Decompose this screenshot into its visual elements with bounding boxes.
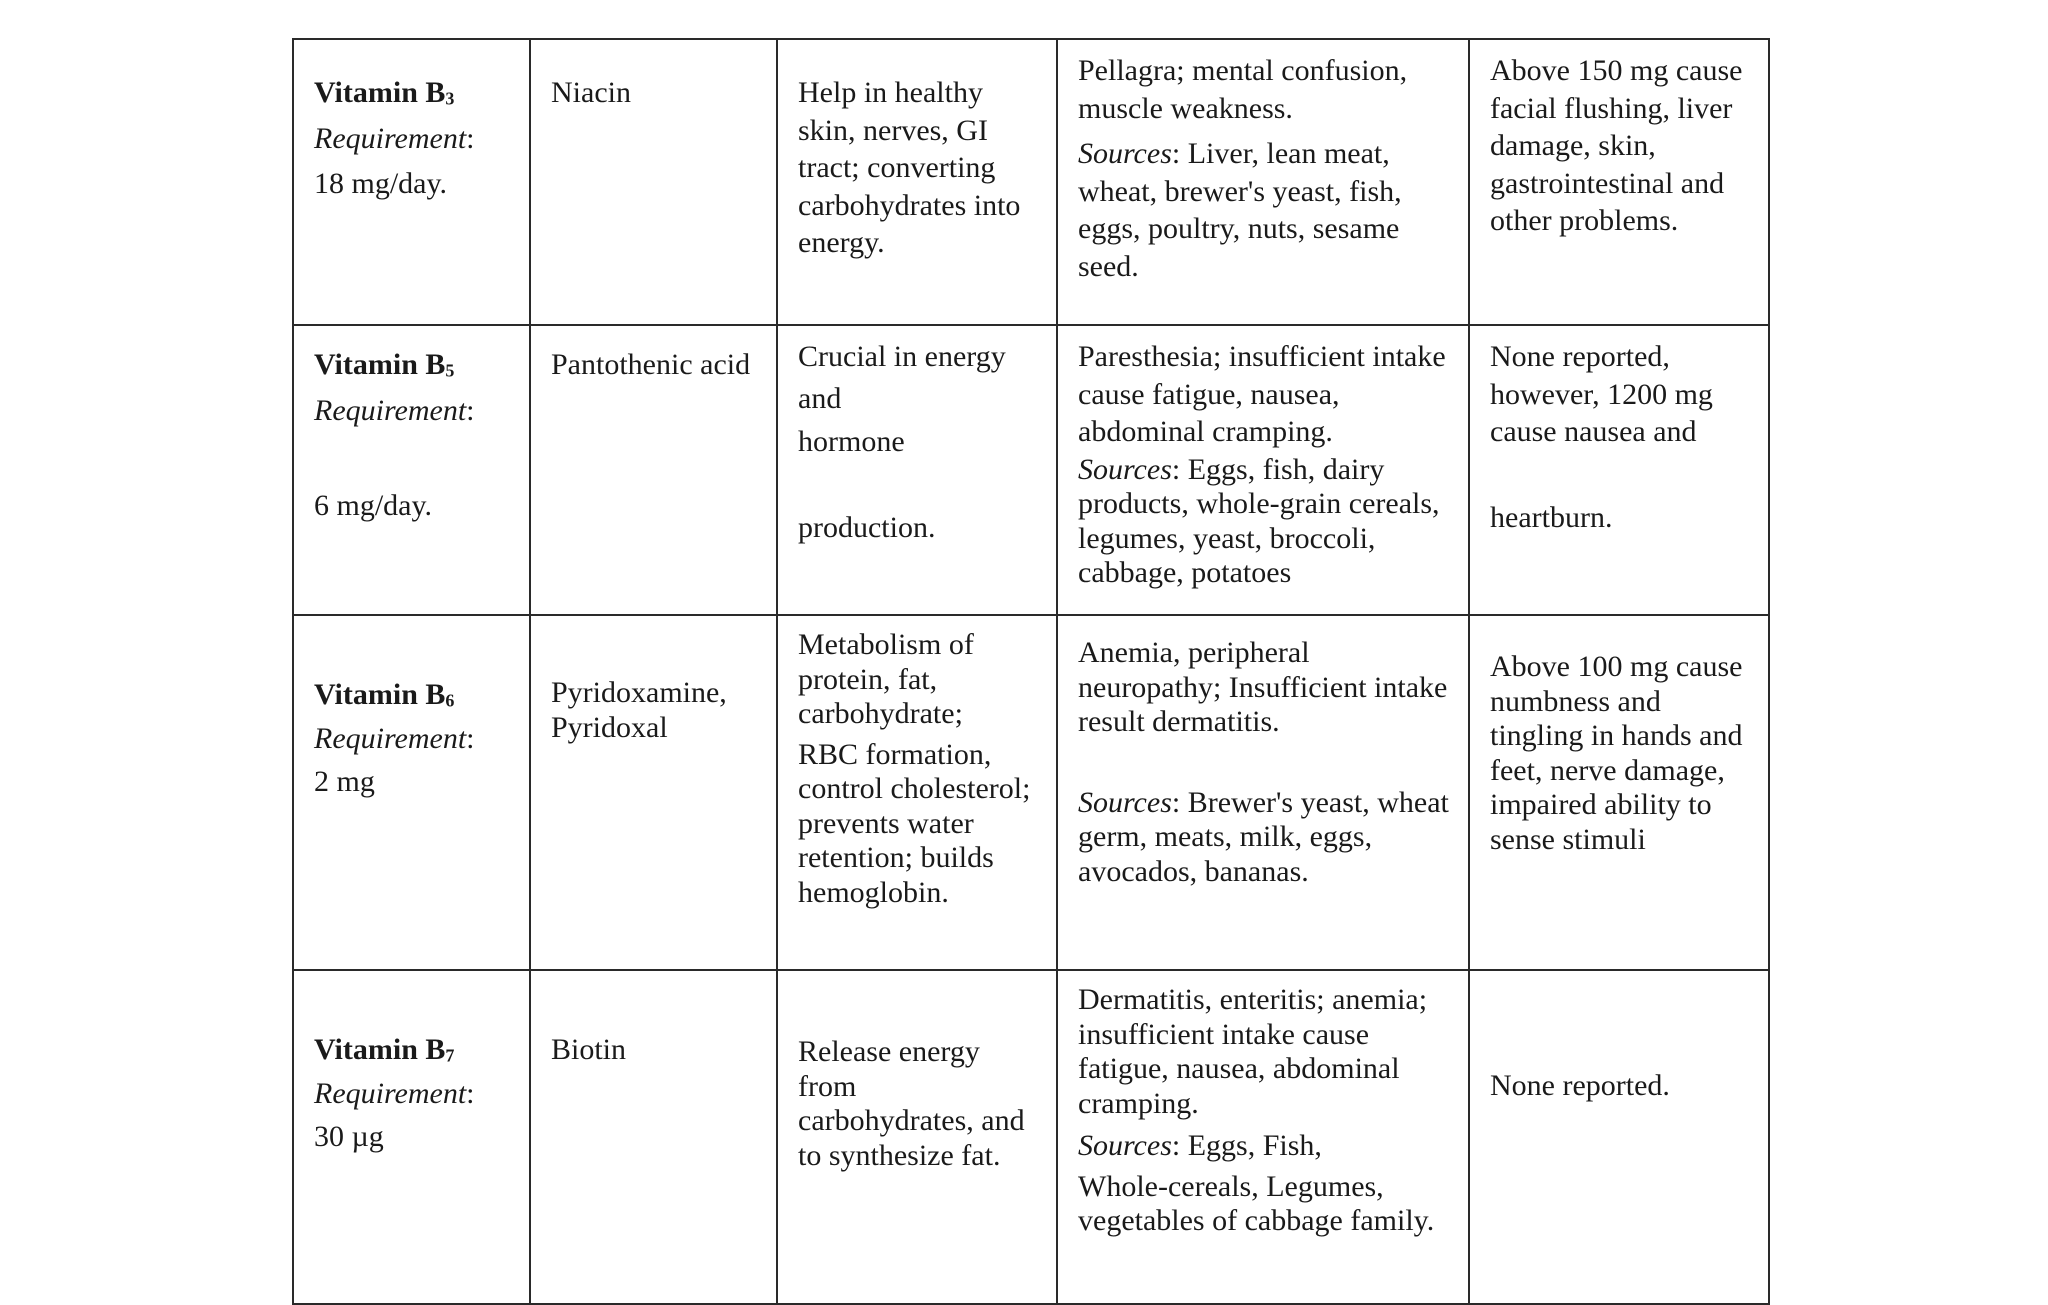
function-text-line: Crucial in energy — [798, 340, 1006, 373]
chemical-name-cell — [530, 39, 777, 325]
table-row — [293, 970, 1769, 1304]
deficiency-cell — [1057, 325, 1469, 615]
sources-text: Sources: Liver, lean meat, wheat, brewer's yeast, fish, eggs, poultry, nuts, sesame seed. — [1078, 137, 1402, 283]
requirement-value: 30 µg — [314, 1120, 384, 1153]
toxicity-cell — [1469, 970, 1769, 1304]
requirement-line: Requirement: — [314, 121, 475, 155]
toxicity-text: Above 100 mg cause numbness and tingling in hands and feet, nerve damage, impaired ability to sense stimuli — [1490, 650, 1743, 856]
chemical-name-cell — [530, 615, 777, 970]
vitamin-name: Vitamin $B_7$ — [314, 1033, 455, 1066]
deficiency-cell — [1057, 39, 1469, 325]
chemical-name-cell — [530, 970, 777, 1304]
toxicity-text: None reported. — [1490, 1069, 1670, 1102]
function-text-line: Metabolism of protein, fat, carbohydrate; — [798, 628, 974, 730]
chemical-name: Biotin — [551, 1033, 627, 1066]
function-cell — [777, 39, 1057, 325]
toxicity-text: None reported, however, 1200 mg cause nausea and — [1490, 340, 1713, 448]
toxicity-cell — [1469, 325, 1769, 615]
vitamin-cell — [293, 615, 530, 970]
table-row — [293, 325, 1769, 615]
function-text: Release energy from carbohydrates, and to synthesize fat. — [798, 1035, 1025, 1172]
function-text-line: production. — [798, 510, 936, 544]
vitamin-cell — [293, 39, 530, 325]
requirement-value: 18 mg/day. — [314, 167, 448, 200]
requirement-line: Requirement: — [314, 1076, 475, 1110]
function-cell — [777, 325, 1057, 615]
deficiency-cell — [1057, 970, 1469, 1304]
sources-text-line: Whole-cereals, Legumes, vegetables of cabbage family. — [1078, 1169, 1435, 1237]
chemical-name: Pantothenic acid — [551, 348, 751, 381]
function-text-line: and — [798, 381, 842, 415]
sources-text: Sources: Eggs, Fish, — [1078, 1129, 1322, 1162]
function-cell — [777, 970, 1057, 1304]
toxicity-cell — [1469, 615, 1769, 970]
function-text-line: hormone — [798, 425, 905, 458]
deficiency-cell — [1057, 615, 1469, 970]
vitamin-name: Vitamin $B_6$ — [314, 678, 455, 711]
requirement-line: Requirement: — [314, 393, 475, 427]
vitamin-cell — [293, 970, 530, 1304]
deficiency-text: Paresthesia; insufficient intake cause fatigue, nausea, abdominal cramping. — [1078, 340, 1446, 448]
vitamin-cell — [293, 325, 530, 615]
toxicity-cell — [1469, 39, 1769, 325]
toxicity-text: Above 150 mg cause facial flushing, liver damage, skin, gastrointestinal and other problems. — [1490, 54, 1743, 237]
deficiency-text: Anemia, peripheral neuropathy; Insufficient intake result dermatitis. — [1078, 636, 1448, 738]
vitamin-name: Vitamin $B_5$ — [314, 348, 455, 381]
vitamin-name: Vitamin $B_3$ — [314, 76, 455, 109]
function-cell — [777, 615, 1057, 970]
function-text-line: RBC formation, control cholesterol; prevents water retention; builds hemoglobin. — [798, 737, 1031, 909]
toxicity-text-line: heartburn. — [1490, 500, 1613, 534]
table-row — [293, 39, 1769, 325]
sources-text: Sources: Eggs, fish, dairy products, whole-grain cereals, legumes, yeast, broccoli, cabbage, potatoes — [1078, 452, 1440, 589]
chemical-name-cell — [530, 325, 777, 615]
requirement-value: 2 mg — [314, 765, 375, 798]
requirement-line: Requirement: — [314, 721, 475, 755]
requirement-value: 6 mg/day. — [314, 489, 433, 522]
sources-text: Sources: Brewer's yeast, wheat germ, meats, milk, eggs, avocados, bananas. — [1078, 785, 1449, 888]
chemical-name: Pyridoxamine, Pyridoxal — [551, 676, 727, 744]
deficiency-text: Pellagra; mental confusion, muscle weakness. — [1078, 54, 1408, 125]
vitamin-table — [292, 38, 1770, 1305]
deficiency-text: Dermatitis, enteritis; anemia; insufficient intake cause fatigue, nausea, abdominal cramping. — [1078, 983, 1428, 1120]
function-text: Help in healthy skin, nerves, GI tract; converting carbohydrates into energy. — [798, 76, 1021, 259]
table-row — [293, 615, 1769, 970]
chemical-name: Niacin — [551, 76, 631, 109]
